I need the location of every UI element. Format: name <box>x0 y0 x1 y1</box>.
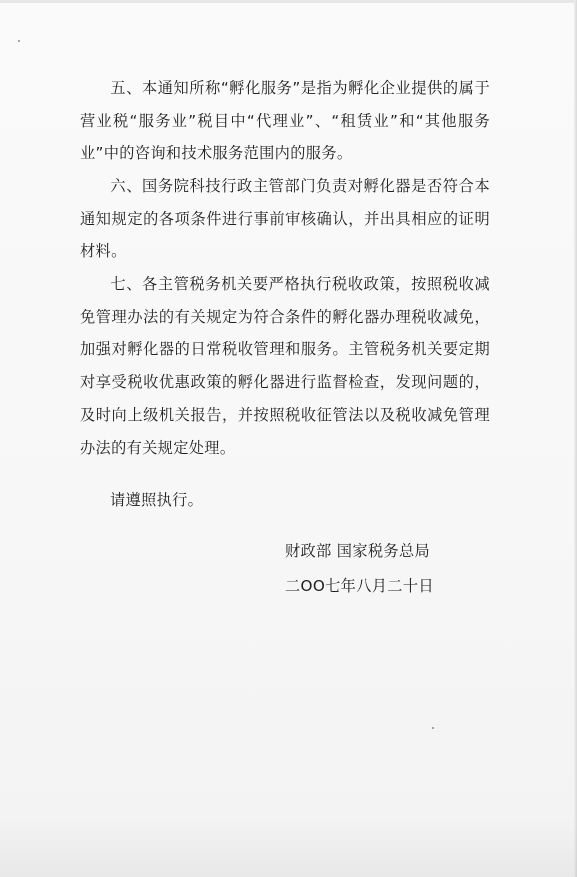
scan-speck <box>432 727 434 729</box>
body-text <box>80 170 490 268</box>
paragraph-five: 五、本通知所称“孵化服务”是指为孵化企业提供的属于营业税“服务业”税目中“代理业”、“租赁业”和“其他服务业”中的咨询和技术服务范围内的服务。 <box>80 79 490 163</box>
body-text <box>80 268 490 464</box>
body-text <box>80 72 490 170</box>
scan-edge-top <box>0 0 577 3</box>
scan-speck <box>18 40 20 42</box>
paragraph-six: 六、国务院科技行政主管部门负责对孵化器是否符合本通知规定的各项条件进行事前审核确认，并出具相应的证明材料。 <box>80 177 490 261</box>
paragraph-seven: 七、各主管税务机关要严格执行税收政策，按照税收减免管理办法的有关规定为符合条件的孵化器办理税收减免，加强对孵化器的日常税收管理和服务。主管税务机关要定期对享受税收优惠政策的孵化器进行监督检查，发现问题的，及时向上级机关报告，并按照税收征管法以及税收减免管理办法的有关规定处理。 <box>80 275 490 457</box>
closing-line: 请遵照执行。 <box>110 491 204 509</box>
issue-date: 二OO七年八月二十日 <box>285 577 434 595</box>
issuing-authority: 财政部 国家税务总局 <box>285 542 431 560</box>
scan-shadow <box>0 817 577 877</box>
